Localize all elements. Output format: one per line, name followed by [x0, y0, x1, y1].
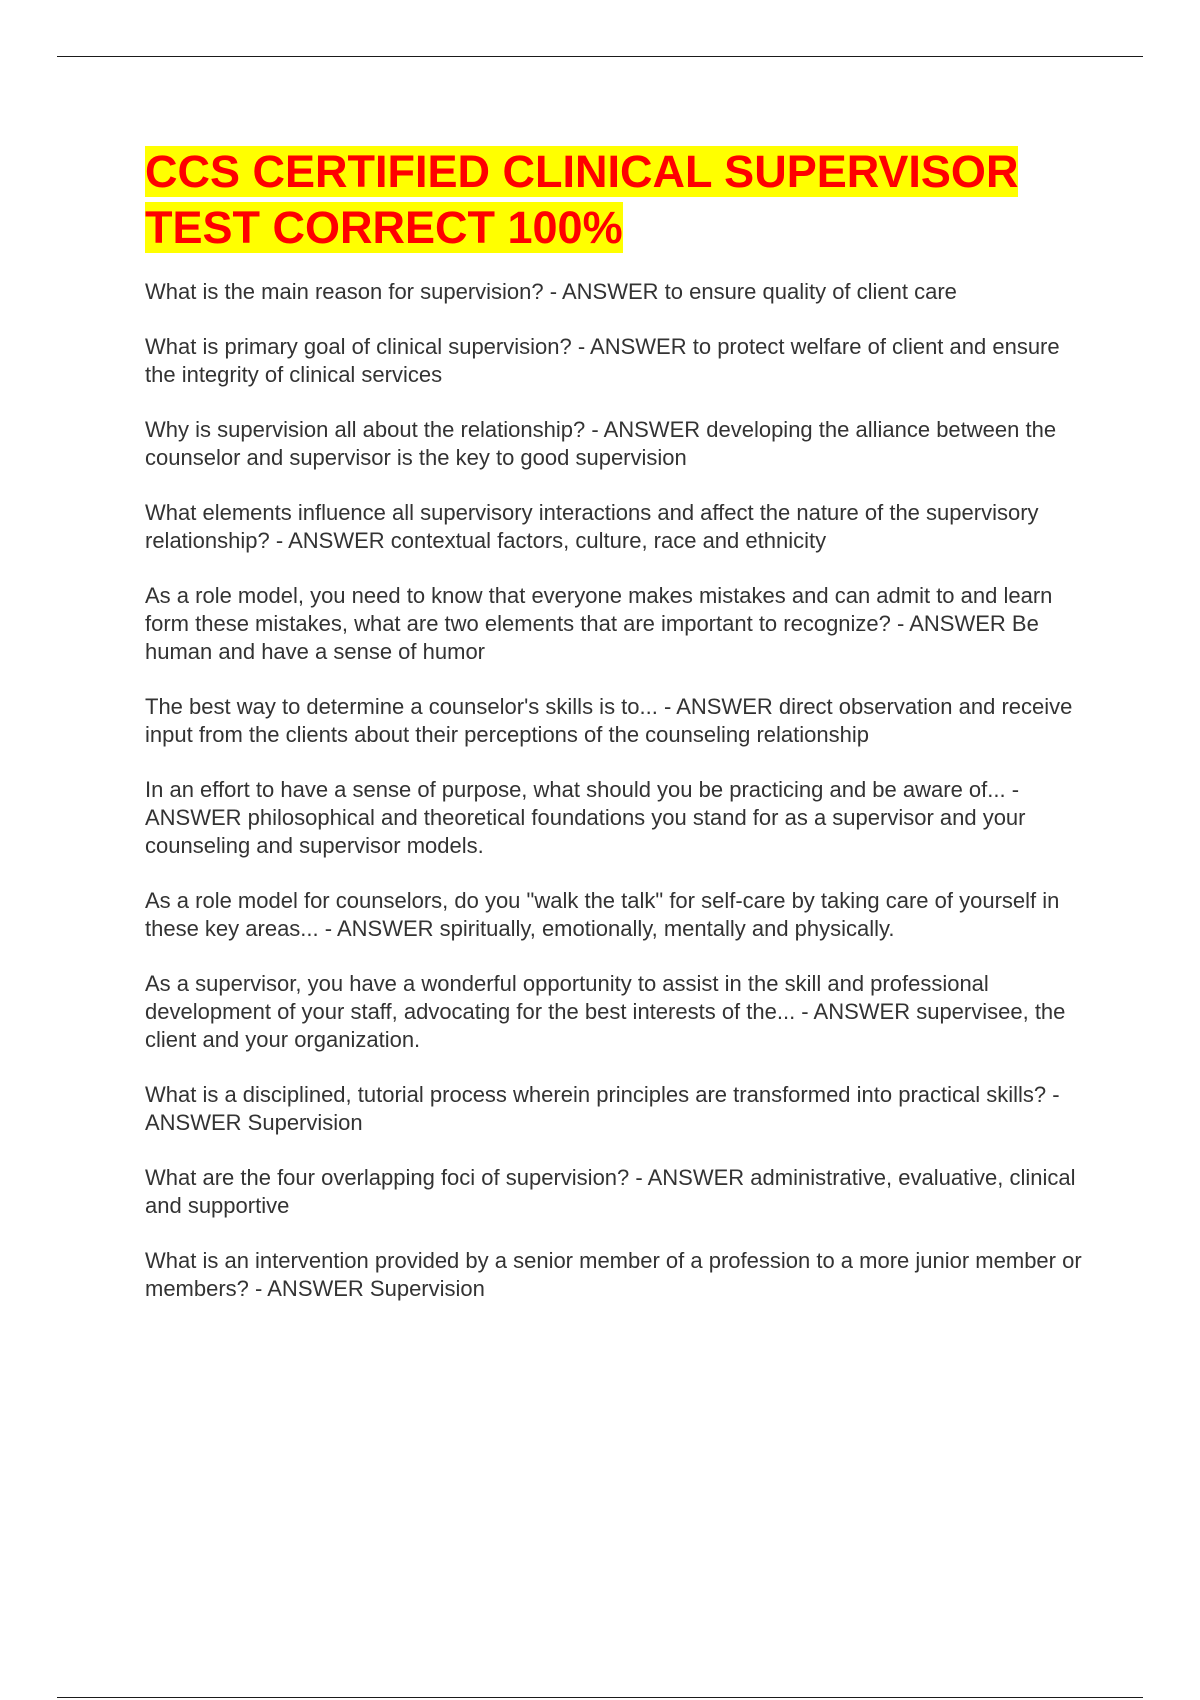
header-rule [57, 56, 1143, 57]
qa-item: What is a disciplined, tutorial process wherein principles are transformed into practical skills? - ANSWER Supervision [145, 1082, 1060, 1135]
qa-item: In an effort to have a sense of purpose, what should you be practicing and be aware of... - ANSWER philosophical and theoretical foundations you stand for as a supervisor and your counseling and supervisor models. [145, 777, 1026, 858]
question-answer-list [145, 278, 1095, 1303]
qa-item: Why is supervision all about the relationship? - ANSWER developing the alliance between the counselor and supervisor is the key to good supervision [145, 417, 1057, 470]
qa-item: What is an intervention provided by a senior member of a profession to a more junior member or members? - ANSWER Supervision [145, 1248, 1082, 1301]
qa-item: What elements influence all supervisory interactions and affect the nature of the supervisory relationship? - ANSWER contextual factors, culture, race and ethnicity [145, 500, 1039, 553]
footer-rule [57, 1697, 1143, 1698]
qa-item: As a role model, you need to know that everyone makes mistakes and can admit to and learn form these mistakes, what are two elements that are important to recognize? - ANSWER Be human and have a sense of humor [145, 583, 1053, 664]
document-title [145, 144, 1095, 256]
title-line-1: CCS CERTIFIED CLINICAL SUPERVISOR [145, 146, 1019, 197]
document-content [145, 144, 1095, 1330]
qa-item: What is primary goal of clinical supervision? - ANSWER to protect welfare of client and ensure the integrity of clinical services [145, 334, 1060, 387]
qa-item: The best way to determine a counselor's skills is to... - ANSWER direct observation and receive input from the clients about their perceptions of the counseling relationship [145, 694, 1073, 747]
title-line-2: TEST CORRECT 100% [145, 202, 623, 253]
qa-item: As a role model for counselors, do you "walk the talk" for self-care by taking care of yourself in these key areas... - ANSWER spiritually, emotionally, mentally and physically. [145, 888, 1060, 941]
qa-item: What are the four overlapping foci of supervision? - ANSWER administrative, evaluative, clinical and supportive [145, 1165, 1076, 1218]
qa-item: As a supervisor, you have a wonderful opportunity to assist in the skill and professional development of your staff, advocating for the best interests of the... - ANSWER supervisee, the client and your organization. [145, 971, 1066, 1052]
qa-item: What is the main reason for supervision? - ANSWER to ensure quality of client care [145, 279, 957, 304]
